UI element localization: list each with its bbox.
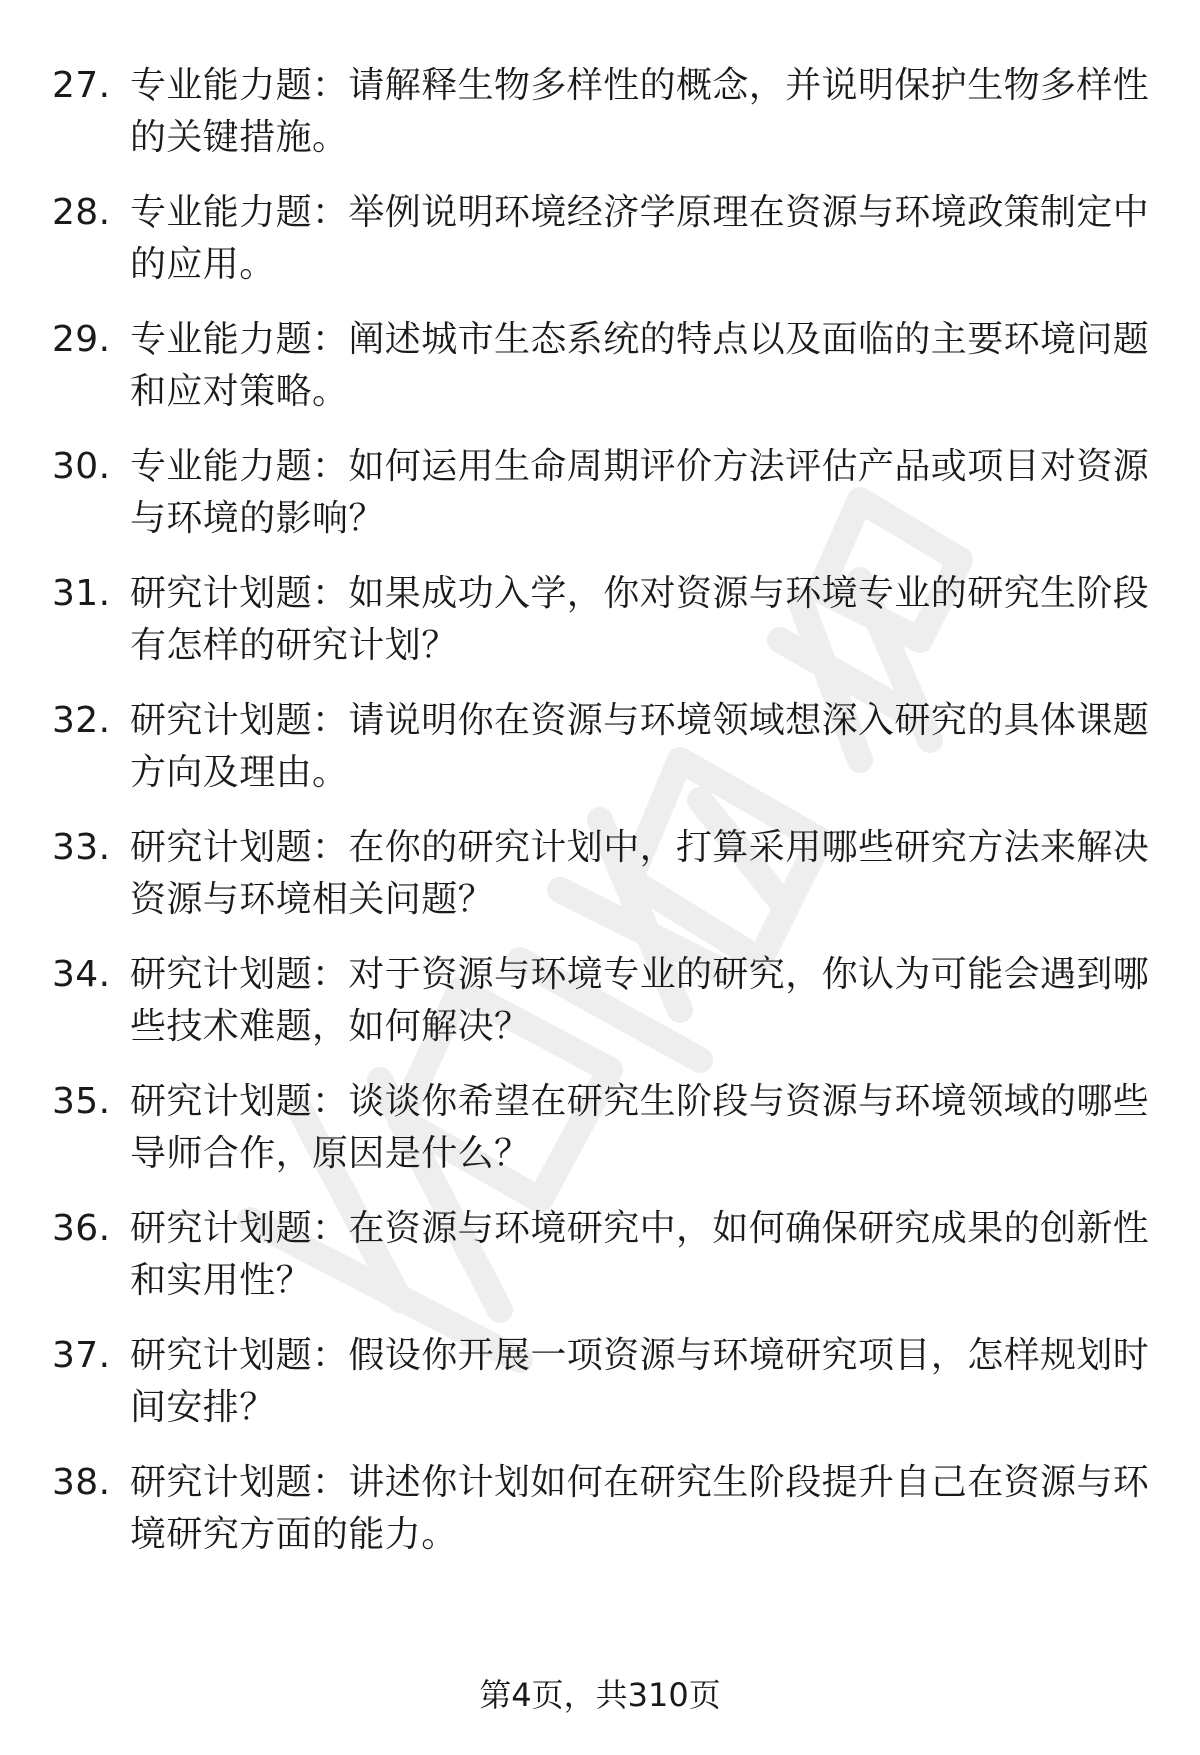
question-text: 研究计划题：假设你开展一项资源与环境研究项目，怎样规划时间安排？ <box>130 1335 1150 1428</box>
question-number: 31. <box>52 573 111 614</box>
question-text: 研究计划题：如果成功入学，你对资源与环境专业的研究生阶段有怎样的研究计划？ <box>130 573 1150 666</box>
page-footer <box>0 1675 1200 1715</box>
question-item <box>52 60 1152 187</box>
question-item <box>52 1076 1152 1203</box>
question-text: 研究计划题：讲述你计划如何在研究生阶段提升自己在资源与环境研究方面的能力。 <box>130 1462 1150 1555</box>
question-number: 30. <box>52 446 111 487</box>
question-text: 研究计划题：对于资源与环境专业的研究，你认为可能会遇到哪些技术难题，如何解决？ <box>130 954 1150 1047</box>
question-number: 33. <box>52 827 111 868</box>
question-number: 35. <box>52 1081 111 1122</box>
question-text: 专业能力题：如何运用生命周期评价方法评估产品或项目对资源与环境的影响？ <box>130 446 1150 539</box>
question-number: 28. <box>52 192 111 233</box>
question-item <box>52 695 1152 822</box>
question-item <box>52 441 1152 568</box>
question-list <box>52 60 1152 1584</box>
question-text: 专业能力题：阐述城市生态系统的特点以及面临的主要环境问题和应对策略。 <box>130 319 1150 412</box>
question-text: 研究计划题：请说明你在资源与环境领域想深入研究的具体课题方向及理由。 <box>130 700 1150 793</box>
question-item <box>52 1203 1152 1330</box>
question-text: 专业能力题：举例说明环境经济学原理在资源与环境政策制定中的应用。 <box>130 192 1150 285</box>
question-number: 29. <box>52 319 111 360</box>
question-text: 研究计划题：在你的研究计划中，打算采用哪些研究方法来解决资源与环境相关问题？ <box>130 827 1150 920</box>
question-number: 38. <box>52 1462 111 1503</box>
question-item <box>52 1457 1152 1584</box>
question-number: 32. <box>52 700 111 741</box>
question-number: 37. <box>52 1335 111 1376</box>
question-number: 36. <box>52 1208 111 1249</box>
page-number-label: 第4页，共310页 <box>479 1676 721 1714</box>
question-number: 34. <box>52 954 111 995</box>
question-item <box>52 187 1152 314</box>
question-item <box>52 822 1152 949</box>
question-text: 研究计划题：谈谈你希望在研究生阶段与资源与环境领域的哪些导师合作，原因是什么？ <box>130 1081 1150 1174</box>
question-item <box>52 314 1152 441</box>
question-item <box>52 1330 1152 1457</box>
question-number: 27. <box>52 65 111 106</box>
question-item <box>52 568 1152 695</box>
question-text: 研究计划题：在资源与环境研究中，如何确保研究成果的创新性和实用性？ <box>130 1208 1150 1301</box>
question-item <box>52 949 1152 1076</box>
question-text: 专业能力题：请解释生物多样性的概念，并说明保护生物多样性的关键措施。 <box>130 65 1150 158</box>
